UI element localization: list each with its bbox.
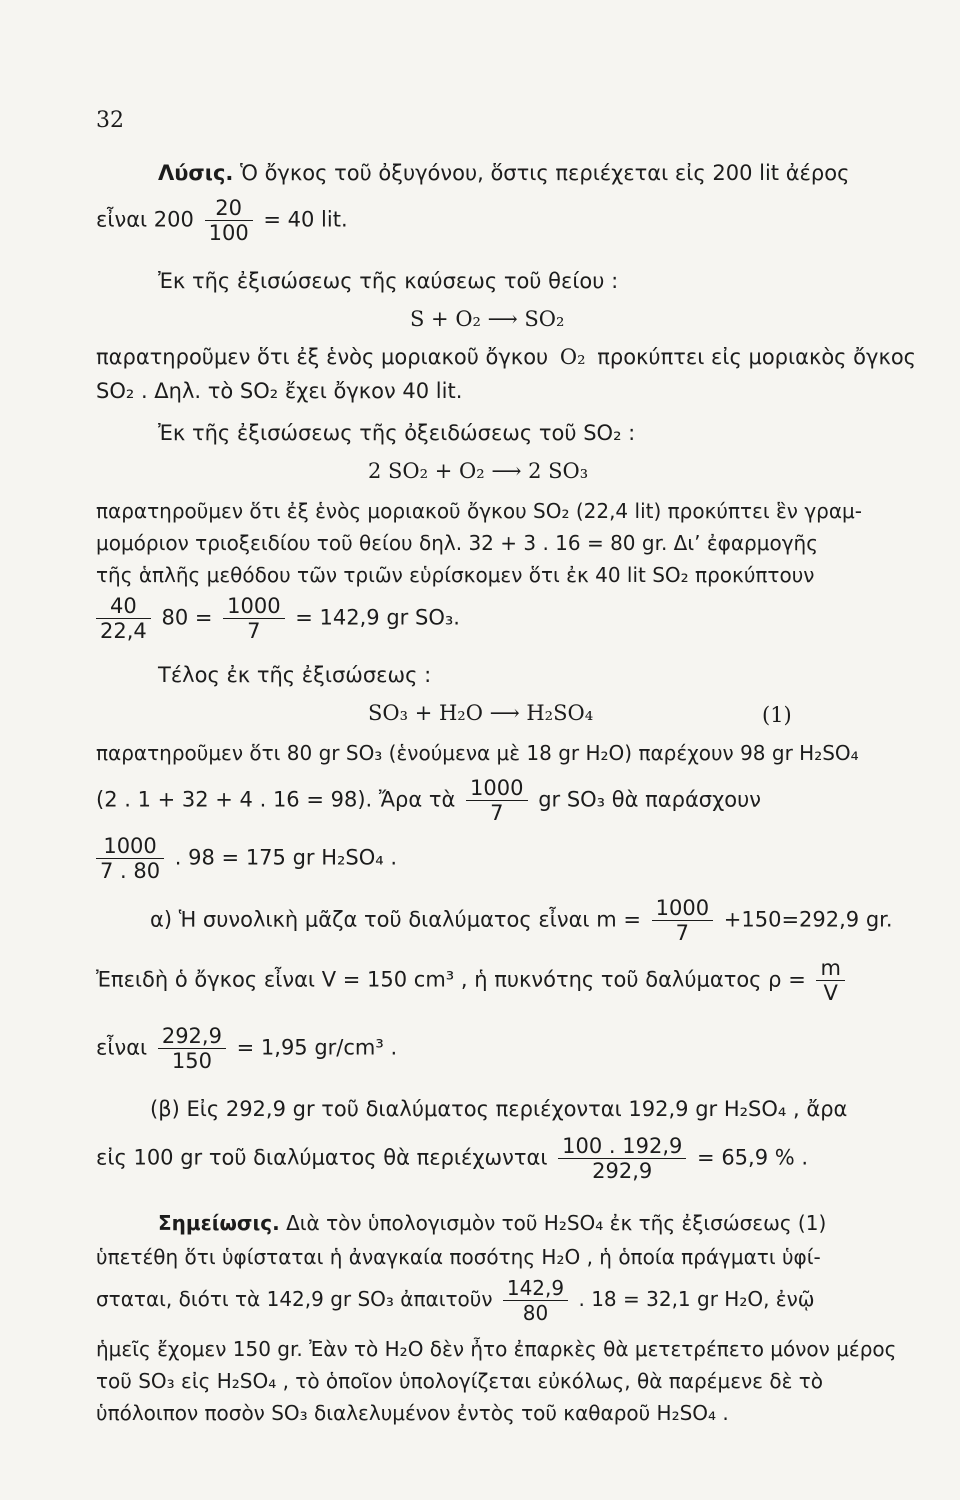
combustion-observation [96,344,916,370]
obs-part-1: παρατηροῦμεν ὅτι ἐξ ἑνὸς μοριακοῦ ὄγκου [96,345,549,369]
note-line-3-post: . 18 = 32,1 gr H₂O, ἐνῷ [578,1287,815,1311]
solution-heading: Λύσις. [158,161,234,185]
oxidation-intro: Ἐκ τῆς ἐξισώσεως τῆς ὀξειδώσεως τοῦ SO₂ : [158,421,636,445]
solution-line-2 [96,196,348,245]
note-line-6: ὑπόλοιπον ποσὸν SO₃ διαλελυμένον ἐντὸς τοῦ καθαροῦ H₂SO₄ . [96,1401,729,1425]
final-equation: SO₃ + H₂O ⟶ H₂SO₄ [368,701,594,725]
note-heading: Σημείωσις. [158,1211,280,1235]
oxidation-line-2: μομόριον τριοξειδίου τοῦ θείου δηλ. 32 + 3 . 16 = 80 gr. Δι’ ἐφαρμογῆς [96,531,818,555]
fraction [158,1024,226,1073]
note-line-1-text: Διὰ τὸν ὑπολογισμὸν τοῦ H₂SO₄ ἐκ τῆς ἐξισώσεως (1) [286,1211,827,1235]
fraction [652,896,713,945]
fraction-numerator: 1000 [466,776,527,801]
note-line-3 [96,1276,815,1325]
fraction [205,196,253,245]
oxidation-calculation [92,594,460,643]
fraction [466,776,527,825]
combustion-obs-line-2: SO₂ . Δηλ. τὸ SO₂ ἔχει ὄγκον 40 lit. [96,379,463,403]
part-a-line-3-post: = 1,95 gr/cm³ . [236,1035,398,1060]
part-a-line-1-pre: α) Ἡ συνολικὴ μᾶζα τοῦ διαλύματος εἶναι m = [150,907,641,932]
final-intro: Τέλος ἐκ τῆς ἐξισώσεως : [158,663,432,687]
fraction [558,1134,686,1183]
oxidation-equation: 2 SO₂ + O₂ ⟶ 2 SO₃ [368,459,589,483]
fraction-numerator: m [816,956,844,981]
oxidation-line-1: παρατηροῦμεν ὅτι ἐξ ἑνὸς μοριακοῦ ὄγκου SO₂ (22,4 lit) προκύπτει ἓν γραμ- [96,499,862,523]
obs-part-3: προκύπτει εἰς μοριακὸς ὄγκος [597,345,916,369]
calc-mid: 80 = [161,605,213,630]
solution-line-1 [158,160,849,186]
solution-text: Ὁ ὄγκος τοῦ ὀξυγόνου, ὅστις περιέχεται εἰς 200 lit ἀέρος [240,161,850,185]
final-line-1: παρατηροῦμεν ὅτι 80 gr SO₃ (ἑνούμενα μὲ 18 gr H₂O) παρέχουν 98 gr H₂SO₄ [96,741,859,765]
note-line-2: ὑπετέθη ὅτι ὑφίσταται ἡ ἀναγκαία ποσότης H₂O , ἡ ὁποία πράγματι ὑφί- [96,1245,821,1269]
fraction-denominator: 7 . 80 [100,859,161,883]
note-line-5: τοῦ SO₃ εἰς H₂SO₄ , τὸ ὁποῖον ὑπολογίζεται εὐκόλως, θὰ παρέμενε δὲ τὸ [96,1369,824,1393]
solution-line-2-pre: εἶναι 200 [96,207,194,232]
fraction [96,594,151,643]
note-line-1 [158,1210,826,1236]
fraction-denominator: 100 [208,221,249,245]
final-line-3 [92,834,397,883]
part-a-line-2 [96,956,849,1005]
final-line-3-post: . 98 = 175 gr H₂SO₄ . [174,845,398,870]
part-a-line-3 [96,1024,397,1073]
fraction-denominator: 292,9 [592,1159,653,1183]
note-line-3-pre: σταται, διότι τὰ 142,9 gr SO₃ ἀπαιτοῦν [96,1287,493,1311]
fraction-numerator: 1000 [652,896,713,921]
final-line-2 [96,776,761,825]
part-a-line-3-pre: εἶναι [96,1035,148,1060]
page-number: 32 [96,108,124,133]
final-line-2-post: gr SO₃ θὰ παράσχουν [538,787,761,812]
fraction-numerator: 100 . 192,9 [558,1134,686,1159]
fraction-numerator: 292,9 [158,1024,226,1049]
fraction-denominator: 80 [522,1301,549,1325]
part-b-line-1: (β) Εἰς 292,9 gr τοῦ διαλύματος περιέχονται 192,9 gr H₂SO₄ , ἄρα [150,1097,848,1121]
equation-label: (1) [762,703,792,727]
calc-end: = 142,9 gr SO₃. [295,605,460,630]
fraction-numerator: 1000 [96,834,164,859]
fraction-numerator: 1000 [223,594,284,619]
combustion-equation: S + O₂ ⟶ SO₂ [410,307,565,331]
part-a-line-1 [150,896,893,945]
fraction-denominator: 22,4 [100,619,147,643]
combustion-intro: Ἐκ τῆς ἐξισώσεως τῆς καύσεως τοῦ θείου : [158,269,619,293]
fraction [96,834,164,883]
fraction-denominator: 7 [247,619,261,643]
final-line-2-pre: (2 . 1 + 32 + 4 . 16 = 98). Ἄρα τὰ [96,787,456,812]
fraction [503,1276,568,1325]
solution-line-2-post: = 40 lit. [263,207,348,232]
fraction-denominator: 150 [171,1049,212,1073]
fraction-denominator: 7 [675,921,690,945]
fraction-numerator: 20 [205,196,253,221]
part-b-line-2 [96,1134,808,1183]
part-b-line-2-post: = 65,9 % . [697,1145,809,1170]
note-line-4: ἡμεῖς ἔχομεν 150 gr. Ἐὰν τὸ H₂O δὲν ἦτο ἐπαρκὲς θὰ μετετρέπετο μόνον μέρος [96,1337,897,1361]
obs-part-2: O₂ [559,345,586,369]
fraction-denominator: 7 [490,801,504,825]
fraction [816,956,844,1005]
fraction [223,594,284,643]
oxidation-line-3: τῆς ἁπλῆς μεθόδου τῶν τριῶν εὑρίσκομεν ὅτι ἐκ 40 lit SO₂ προκύπτουν [96,563,815,587]
fraction-numerator: 40 [96,594,151,619]
part-a-line-1-post: +150=292,9 gr. [723,907,893,932]
fraction-denominator: V [823,981,838,1005]
part-a-line-2-pre: Ἐπειδὴ ὁ ὄγκος εἶναι V = 150 cm³ , ἡ πυκνότης τοῦ δαλύματος ρ = [96,967,806,992]
part-b-line-2-pre: εἰς 100 gr τοῦ διαλύματος θὰ περιέχωνται [96,1145,548,1170]
fraction-numerator: 142,9 [503,1276,568,1301]
